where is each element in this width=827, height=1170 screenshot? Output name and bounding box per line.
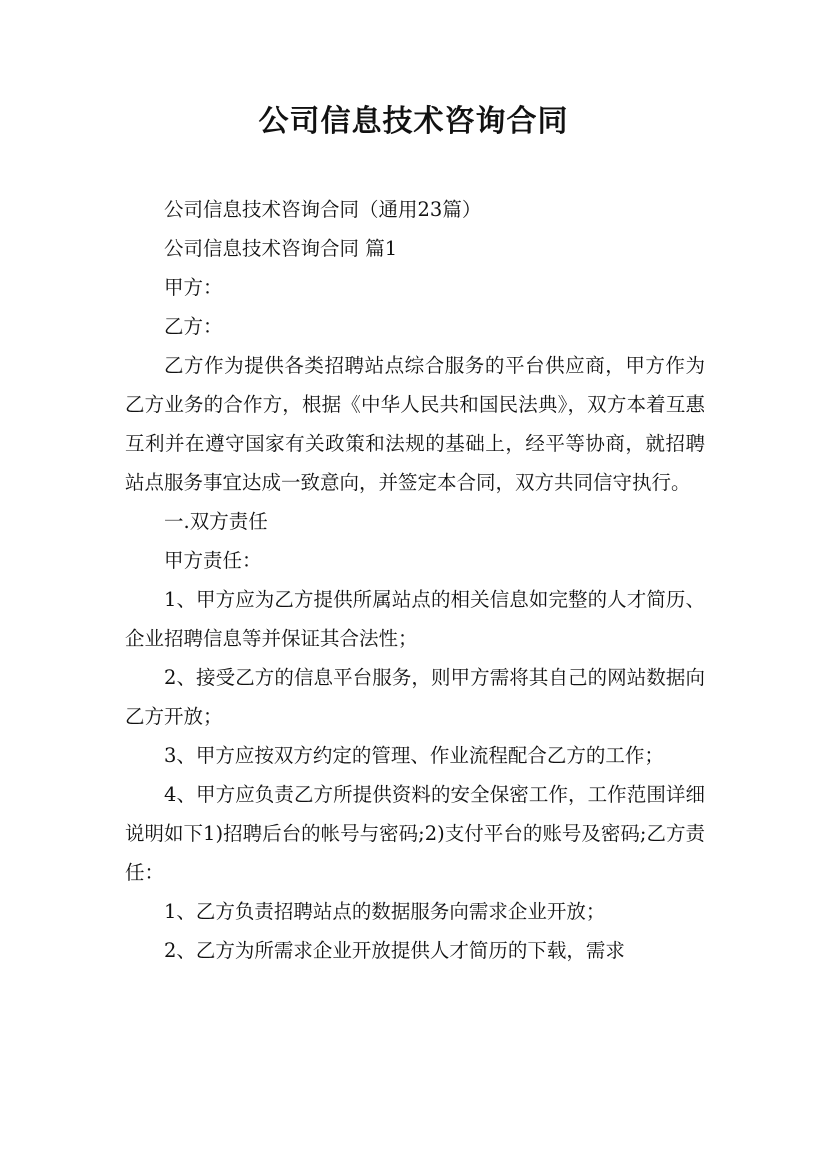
paragraph-responsibilities-heading: 一.双方责任 [164, 510, 268, 533]
paragraph-clause-a1: 1、甲方应为乙方提供所属站点的相关信息如完整的人才简历、企业招聘信息等并保证其合法性； [125, 588, 705, 650]
paragraph-party-b: 乙方： [164, 315, 223, 338]
paragraph-party-a-responsibilities: 甲方责任： [164, 549, 262, 572]
paragraph-subtitle: 公司信息技术咨询合同（通用23篇） [164, 198, 482, 221]
paragraph-clause-b1: 1、乙方负责招聘站点的数据服务向需求企业开放； [164, 900, 606, 923]
document-title: 公司信息技术咨询合同 [258, 104, 569, 139]
paragraph-preamble: 乙方作为提供各类招聘站点综合服务的平台供应商，甲方作为乙方业务的合作方，根据《中华人民共和国民法典》，双方本着互惠互利并在遵守国家有关政策和法规的基础上，经平等协商，就招聘站点服务事宜达成一致意向，并签定本合同，双方共同信守执行。 [125, 354, 705, 494]
paragraph-party-a: 甲方： [164, 276, 223, 299]
paragraph-clause-b2: 2、乙方为所需求企业开放提供人才简历的下载，需求 [164, 939, 625, 962]
paragraph-section-heading: 公司信息技术咨询合同 篇1 [164, 237, 398, 260]
paragraph-clause-a4: 4、甲方应负责乙方所提供资料的安全保密工作，工作范围详细说明如下1)招聘后台的帐号与密码;2)支付平台的账号及密码;乙方责任： [125, 783, 705, 884]
document-body [125, 190, 705, 970]
paragraph-clause-a3: 3、甲方应按双方约定的管理、作业流程配合乙方的工作； [164, 744, 664, 767]
paragraph-clause-a2: 2、接受乙方的信息平台服务，则甲方需将其自己的网站数据向乙方开放； [125, 666, 705, 728]
